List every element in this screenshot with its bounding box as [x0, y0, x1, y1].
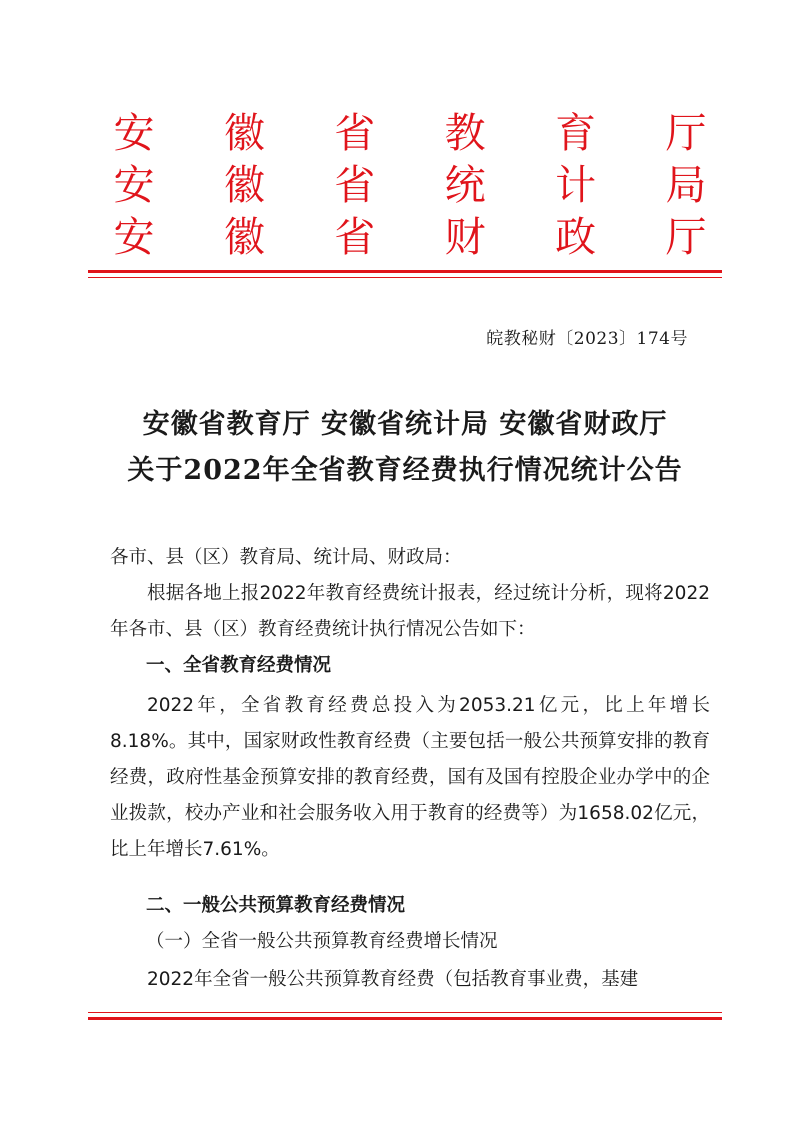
- header-row-finance: [112, 215, 708, 259]
- header-char: 安: [113, 161, 155, 209]
- footer-rule-thin: [88, 1012, 722, 1013]
- header-char: 局: [665, 161, 707, 209]
- document-number: 皖教秘财〔2023〕174号: [486, 329, 688, 349]
- document-title-line-2: 关于2022年全省教育经费执行情况统计公告: [127, 455, 683, 486]
- header-row-education: [112, 111, 708, 155]
- header-char: 育: [555, 109, 597, 157]
- header-char: 徽: [223, 109, 265, 157]
- header-char: 省: [334, 109, 376, 157]
- section-2-heading: 二、一般公共预算教育经费情况: [146, 895, 406, 916]
- section-1-paragraph: 2022年，全省教育经费总投入为2053.21亿元，比上年增长8.18%。其中，国家财政性教育经费（主要包括一般公共预算安排的教育经费，政府性基金预算安排的教育经费，国有及国有控股企业办学中的企业拨款，校办产业和社会服务收入用于教育的经费等）为1658.02亿元，比上年增长7.61%。: [110, 695, 710, 860]
- header-row-statistics: [112, 163, 708, 207]
- salutation: 各市、县（区）教育局、统计局、财政局：: [110, 547, 462, 568]
- header-char: 省: [334, 213, 376, 261]
- header-char: 安: [113, 213, 155, 261]
- footer-rule-thick: [88, 1017, 722, 1020]
- header-char: 徽: [223, 161, 265, 209]
- header-char: 安: [113, 109, 155, 157]
- header-char: 厅: [665, 109, 707, 157]
- subsection-1-heading: （一）全省一般公共预算教育经费增长情况: [146, 931, 498, 952]
- header-char: 省: [334, 161, 376, 209]
- intro-paragraph: 根据各地上报2022年教育经费统计报表，经过统计分析，现将2022年各市、县（区）教育经费统计执行情况公告如下：: [110, 583, 710, 640]
- subsection-1-paragraph: 2022年全省一般公共预算教育经费（包括教育事业费，基建: [147, 969, 639, 990]
- header-char: 徽: [223, 213, 265, 261]
- header-char: 计: [555, 161, 597, 209]
- header-rule-thin: [88, 277, 722, 278]
- header-rule-thick: [88, 270, 722, 273]
- header-char: 统: [444, 161, 486, 209]
- header-char: 教: [444, 109, 486, 157]
- document-title-line-1: 安徽省教育厅 安徽省统计局 安徽省财政厅: [142, 409, 668, 440]
- header-char: 厅: [665, 213, 707, 261]
- header-char: 财: [444, 213, 486, 261]
- header-char: 政: [555, 213, 597, 261]
- section-1-heading: 一、全省教育经费情况: [146, 655, 332, 676]
